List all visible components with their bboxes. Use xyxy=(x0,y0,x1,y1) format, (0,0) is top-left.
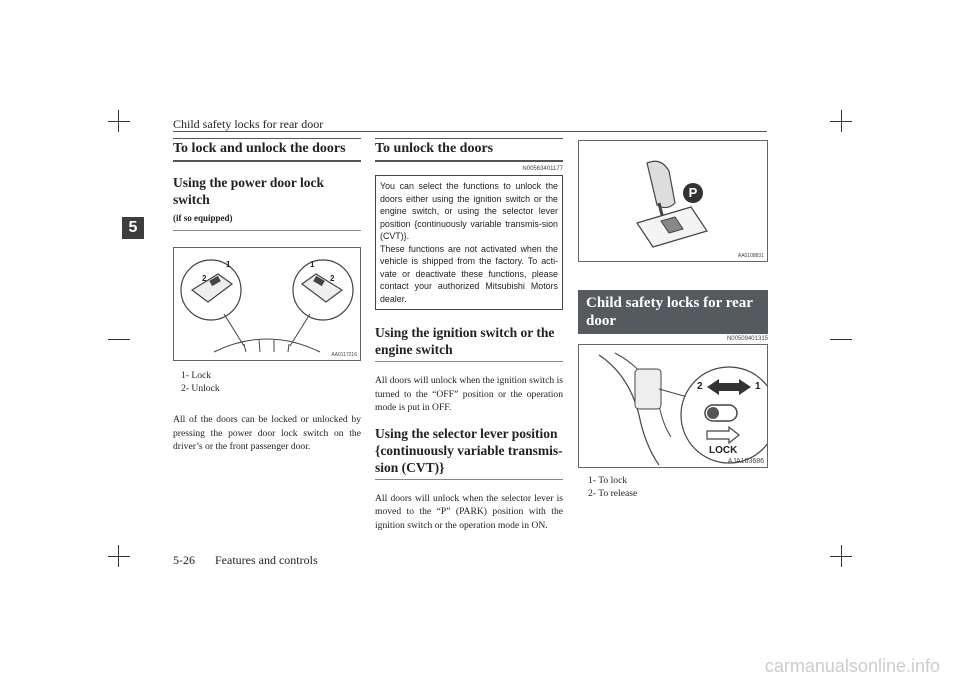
figure-legend xyxy=(588,474,768,500)
lock-label: LOCK xyxy=(709,445,738,456)
note-paragraph: You can select the functions to unlock the doors either using the ignition switch or the engine switch, or using the selector lever position {continuously variable transmis-sion (CVT)}. xyxy=(380,181,558,241)
header-rule xyxy=(173,131,767,132)
legend-item: 2- Unlock xyxy=(181,383,220,394)
section-heading-unlock-doors: To unlock the doors xyxy=(375,138,563,162)
figure-code: AJA103686 xyxy=(727,458,764,465)
figure-label-1: 1 xyxy=(310,260,315,269)
column-1 xyxy=(173,138,361,454)
column-2 xyxy=(375,138,563,533)
legend-item: 1- Lock xyxy=(181,370,212,381)
chapter-tab: 5 xyxy=(122,217,144,239)
subheading-ignition-switch: Using the ignition switch or the engine switch xyxy=(375,324,563,362)
figure-selector-lever xyxy=(578,140,768,262)
legend-item: 2- To release xyxy=(588,488,638,499)
legend-item: 1- To lock xyxy=(588,475,628,486)
page-header-title: Child safety locks for rear door xyxy=(173,117,324,131)
crop-mark xyxy=(830,339,852,340)
watermark: carmanualsonline.info xyxy=(764,656,940,676)
subheading-text: Using the power door lock switch xyxy=(173,175,325,207)
crop-mark xyxy=(108,556,130,557)
figure-label-1: 1 xyxy=(755,381,761,392)
figure-door-lock-switch xyxy=(173,247,361,361)
document-number: N00509401315 xyxy=(726,336,768,342)
subheading-selector-lever: Using the selector lever position {continuously variable transmis-sion (CVT)} xyxy=(375,425,563,480)
body-paragraph: All doors will unlock when the selector lever is moved to the “P” (PARK) position with the ignition switch or the operation mode in ON. xyxy=(375,492,563,531)
document-number: N00563401177 xyxy=(522,166,563,172)
figure-code: AA0108831 xyxy=(737,253,764,259)
figure-code: AA0117216 xyxy=(331,352,357,358)
figure-label-2: 2 xyxy=(697,381,703,392)
selector-lever-illustration xyxy=(579,141,767,261)
section-heading-lock-unlock: To lock and unlock the doors xyxy=(173,138,361,162)
crop-mark xyxy=(108,121,130,122)
page-number: 5-26 xyxy=(173,553,195,567)
door-lock-switch-illustration xyxy=(174,248,360,360)
note-paragraph: These functions are not activated when the vehicle is shipped from the factory. To acti-vate or deactivate these functions, please contact your authorized Mitsubishi Motors dealer. xyxy=(380,243,558,304)
body-paragraph: All doors will unlock when the ignition switch is turned to the “OFF” position or the operation mode is put in OFF. xyxy=(375,375,563,414)
figure-label-2: 2 xyxy=(202,274,207,283)
figure-legend xyxy=(181,369,361,395)
child-lock-illustration xyxy=(579,345,767,467)
body-paragraph: All of the doors can be locked or unlocked by pressing the power door lock switch on the driver’s or the front passenger door. xyxy=(173,414,361,453)
page-footer xyxy=(173,553,318,568)
footer-section: Features and controls xyxy=(215,553,318,567)
subheading-power-door-lock xyxy=(173,174,361,231)
column-3 xyxy=(578,140,768,500)
figure-label-2: 2 xyxy=(330,274,335,283)
crop-mark xyxy=(830,556,852,557)
park-badge: P xyxy=(683,183,703,203)
figure-child-lock xyxy=(578,344,768,468)
subheading-note: (if so equipped) xyxy=(173,213,233,223)
crop-mark xyxy=(108,339,130,340)
figure-label-1: 1 xyxy=(226,260,231,269)
note-box xyxy=(375,175,563,310)
section-heading-child-safety-locks: Child safety locks for rear door xyxy=(578,290,768,334)
crop-mark xyxy=(830,121,852,122)
